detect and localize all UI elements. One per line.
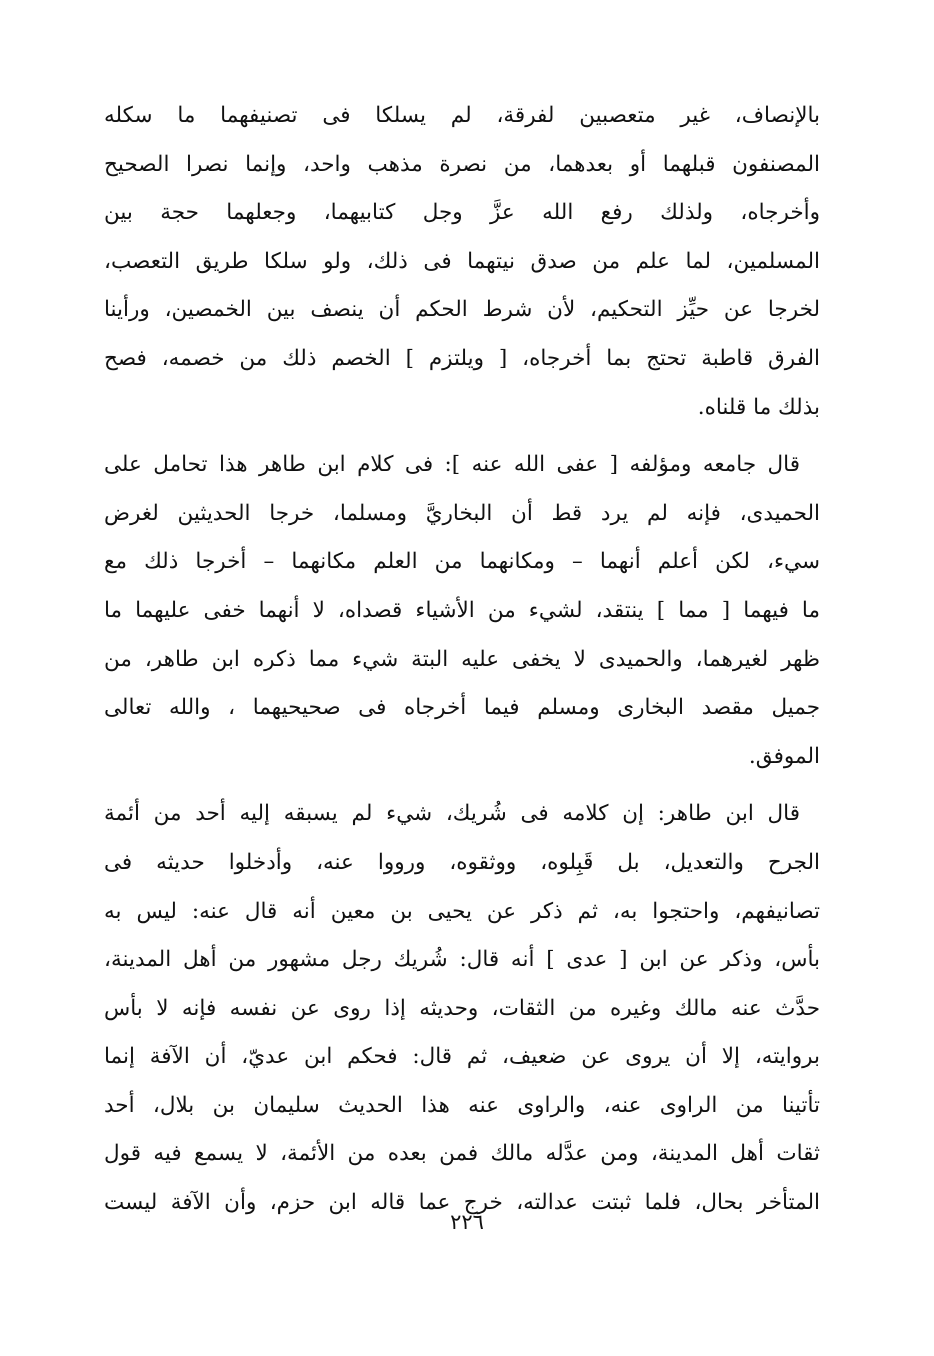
text-line: حدَّث عنه مالك وغيره من الثقات، وحديثه إذا روى عن نفسه فإنه لا بأس [104, 995, 820, 1021]
text-line: لخرجا عن حيِّز التحكيم، لأن شرط الحكم أن ينصف بين الخمصين، ورأينا [104, 297, 820, 323]
paragraph-2 [104, 441, 820, 781]
text-line: الجرح والتعديل، بل قَبِلوه، ووثقوه، ورووا عنه، وأدخلوا حديثه فى [104, 849, 820, 875]
text-line: المتأخر بحال، فلما ثبتت عدالته، خرج عما قاله ابن حزم، وأن الآفة ليست [104, 1190, 820, 1216]
text-line: وأخرجاه، ولذلك رفع الله عزَّ وجل كتابيهما، وجعلهما حجة بين [104, 200, 820, 226]
text-line: ظهر لغيرهما، والحميدى لا يخفى عليه البتة شيء مما ذكره ابن طاهر، من [104, 646, 820, 672]
text-line: ما فيهما [ مما ] ينتقد، لشيء من الأشياء قصداه، لا أنهما خفى عليهما ما [104, 597, 820, 623]
text-line: جميل مقصد البخارى ومسلم فيما أخرجاه فى صحيحيهما ، والله تعالى [104, 695, 820, 721]
text-line: بأس، وذكر عن ابن [ عدى ] أنه قال: شُريك رجل مشهور من أهل المدينة، [104, 947, 820, 973]
text-line: تأتينا من الراوى عنه، والراوى عنه هذا الحديث سليمان بن بلال، أحد [104, 1092, 820, 1118]
paragraph-1 [104, 92, 820, 432]
paragraph-3 [104, 790, 820, 1227]
page-number: ٢٢٦ [450, 1210, 484, 1234]
text-line: الحميدى، فإنه لم يرد قط أن البخاريَّ ومسلما، خرجا الحديثين لغرض [104, 500, 820, 526]
text-line: سيء، لكن أعلم أنهما – ومكانهما من العلم مكانهما – أخرجا ذلك مع [104, 549, 820, 575]
text-line: تصانيفهم، واحتجوا به، ثم ذكر عن يحيى بن معين أنه قال عنه: ليس به [104, 898, 820, 924]
text-line: الفرق قاطبة تحتج بما أخرجاه، [ ويلتزم ] الخصم ذلك من خصمه، فصح [104, 345, 820, 371]
text-line: قال جامعه ومؤلفه [ عفى الله عنه ]: فى كلام ابن طاهر هذا تحامل على [104, 452, 800, 478]
text-line: بروايته، إلا أن يروى عن ضعيف، ثم قال: فحكم ابن عديّ، أن الآفة إنما [104, 1044, 820, 1070]
text-line: بالإنصاف، غير متعصبين لفرقة، لم يسلكا فى تصنيفهما ما سكله [104, 103, 820, 128]
page-text-block [104, 92, 820, 1228]
text-line: الموفق. [748, 743, 820, 769]
text-line: بذلك ما قلناه. [697, 394, 820, 420]
text-line: ثقات أهل المدينة، ومن عدَّله مالك فمن بعده من الأئمة، لا يسمع فيه قول [104, 1141, 820, 1167]
text-line: المسلمين، لما علم من صدق نيتهما فى ذلك، ولو سلكا طريق التعصب، [104, 248, 820, 274]
text-line: المصنفون قبلهما أو بعدهما، من نصرة مذهب واحد، وإنما نصرا الصحيح [104, 151, 820, 177]
text-line: قال ابن طاهر: إن كلامه فى شُريك، شيء لم يسبقه إليه أحد من أئمة [104, 801, 800, 827]
